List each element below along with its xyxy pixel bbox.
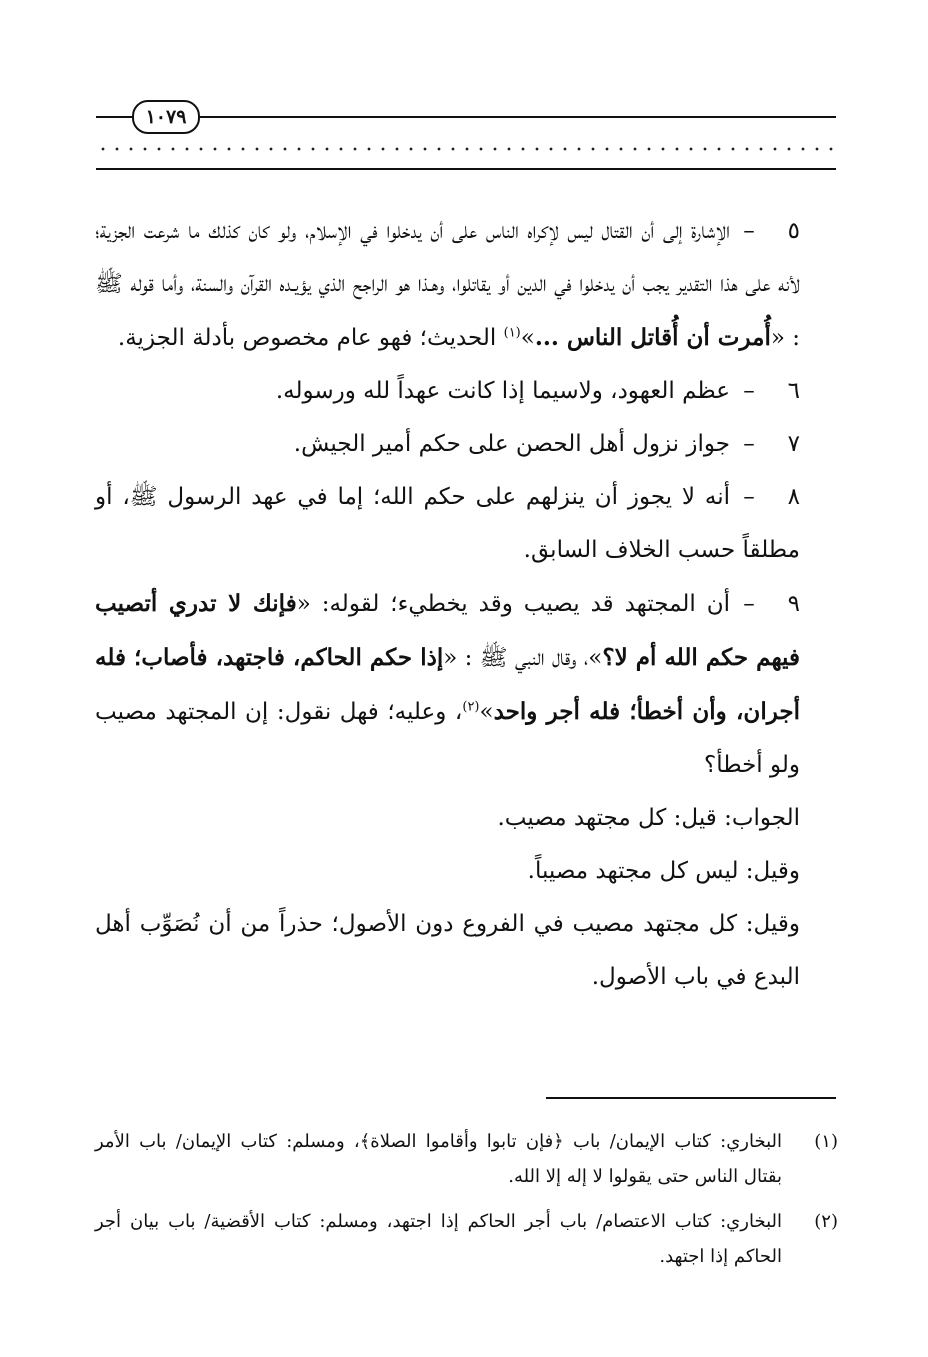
header-rule-lower <box>96 168 836 170</box>
quote-mark: » <box>520 325 535 351</box>
answer-line-2: وقيل: ليس كل مجتهد مصيباً. <box>527 858 800 884</box>
footnote-text: البخاري: كتاب الاعتصام/ باب أجر الحاكم إذا اجتهد، ومسلم: كتاب الأقضية/ باب بيان أجر الحاكم إذا اجتهد. <box>95 1211 782 1267</box>
item-number: ٩ <box>787 591 800 617</box>
list-item-6 <box>95 365 840 418</box>
list-item-8 <box>95 471 840 577</box>
answer-line-1: الجواب: قيل: كل مجتهد مصيب. <box>497 805 800 831</box>
header-rule <box>96 116 836 118</box>
footnote-1 <box>95 1124 838 1194</box>
hadith-quote-2: إذا حكم الحاكم، فاجتهد، فأصاب؛ فله أجران، وأن أخطأ؛ فله أجر واحد <box>95 644 801 725</box>
item-text-end: ، وعليه؛ فهل نقول: إن المجتهد مصيب ولو أخطأ؟ <box>95 699 800 778</box>
footnote-number: (٢) <box>814 1211 838 1232</box>
footnote-ref-1[interactable]: (١) <box>503 325 521 341</box>
item-dash: – <box>743 484 755 510</box>
footnote-separator <box>546 1097 836 1099</box>
list-item-9 <box>95 577 840 792</box>
quote-mark: » <box>479 699 494 725</box>
main-text <box>95 205 840 1004</box>
list-item-5 <box>95 205 840 365</box>
item-number: ٨ <box>787 484 800 510</box>
item-text-end: الحديث؛ فهو عام مخصوص بأدلة الجزية. <box>117 325 504 351</box>
item-text: أنه لا يجوز أن ينزلهم على حكم الله؛ إما في عهد الرسول ﷺ، أو مطلقاً حسب الخلاف السابق. <box>95 484 800 563</box>
page-number: ١٠٧٩ <box>132 100 200 134</box>
item-number: ٧ <box>787 431 800 457</box>
answer-line-3: وقيل: كل مجتهد مصيب في الفروع دون الأصول؛ حذراً من أن نُصَوِّب أهل البدع في باب الأصول. <box>95 911 800 990</box>
item-number: ٦ <box>787 378 800 404</box>
item-dash: – <box>743 591 755 617</box>
header-dotted-rule <box>96 146 836 152</box>
item-number: ٥ <box>787 218 800 244</box>
item-text: جواز نزول أهل الحصن على حكم أمير الجيش. <box>293 431 730 457</box>
item-dash: – <box>743 218 755 244</box>
item-text: أن المجتهد قد يصيب وقد يخطيء؛ لقوله: « <box>296 591 730 617</box>
footnote-ref-2[interactable]: (٢) <box>462 699 480 715</box>
item-dash: – <box>743 378 755 404</box>
list-item-7 <box>95 418 840 471</box>
item-text-mid: »، وقال النبي ﷺ : « <box>443 645 603 671</box>
footnote-2 <box>95 1204 838 1274</box>
footnote-number: (١) <box>814 1131 838 1152</box>
item-text: عظم العهود، ولاسيما إذا كانت عهداً لله ورسوله. <box>275 378 730 404</box>
hadith-quote: أُمرت أن أُقاتل الناس ... <box>534 324 771 351</box>
item-text: الإشارة إلى أن القتال ليس لإكراه الناس على أن يدخلوا في الإسلام، ولو كان كذلك ما شرعت الجزية؛ لأنه على هذا التقدير يجب أن يدخلوا في الدين أو يقاتلوا، وهـذا هو الراجح الذي يؤيـده القرآن والسنة، وأما قوله ﷺ : « <box>95 218 800 351</box>
hadith-quote-1: فإنك لا تدري أتصيب فيهم حكم الله أم لا؟ <box>95 590 800 671</box>
footnote-text: البخاري: كتاب الإيمان/ باب ﴿فإن تابوا وأقاموا الصلاة﴾، ومسلم: كتاب الإيمان/ باب الأمر بقتال الناس حتى يقولوا لا إله إلا الله. <box>95 1131 782 1187</box>
footnotes <box>95 1124 838 1284</box>
item-dash: – <box>743 431 755 457</box>
